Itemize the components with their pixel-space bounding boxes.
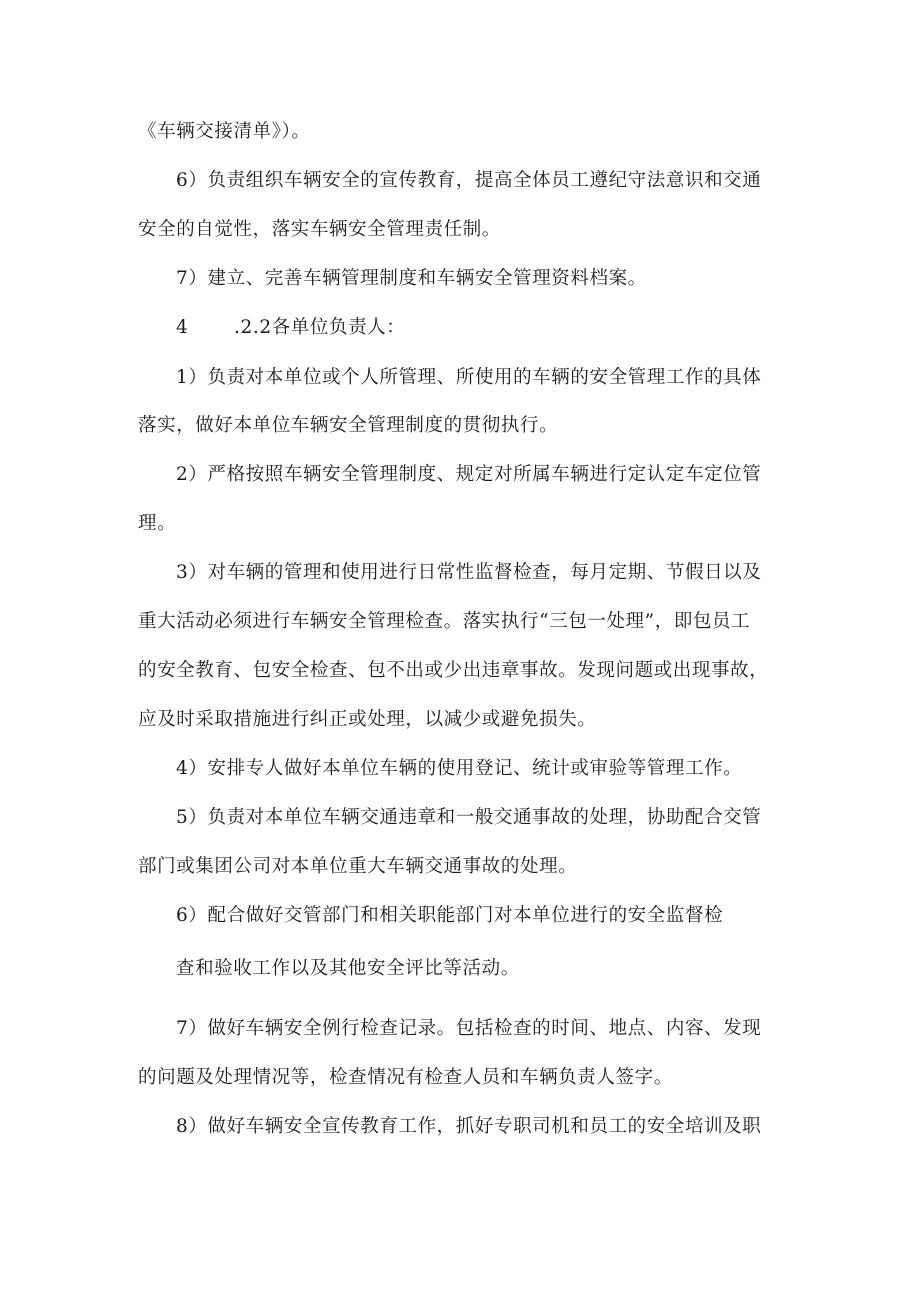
text-line: 的问题及处理情况等，检查情况有检查人员和车辆负责人签字。 xyxy=(138,1067,673,1088)
text-line: 理。 xyxy=(138,513,177,534)
text-line: 4）安排专人做好本单位车辆的使用登记、统计或审验等管理工作。 xyxy=(176,758,743,779)
text-line: 6）配合做好交管部门和相关职能部门对本单位进行的安全监督检 xyxy=(176,905,724,926)
text-line: 5）负责对本单位车辆交通违章和一般交通事故的处理，协助配合交管 xyxy=(176,807,762,828)
text-line: 6）负责组织车辆安全的宣传教育，提高全体员工遵纪守法意识和交通 xyxy=(176,170,762,191)
text-line: 的安全教育、包安全检查、包不出或少出违章事故。发现问题或出现事故， xyxy=(138,660,769,681)
text-line: 安全的自觉性，落实车辆安全管理责任制。 xyxy=(138,219,501,240)
text-line: 《车辆交接清单》）。 xyxy=(138,121,311,142)
section-number: 4 xyxy=(176,317,189,338)
text-line: 7）建立、完善车辆管理制度和车辆安全管理资料档案。 xyxy=(176,268,647,289)
text-line: 8）做好车辆安全宣传教育工作，抓好专职司机和员工的安全培训及职 xyxy=(176,1116,762,1137)
text-line: 3）对车辆的管理和使用进行日常性监督检查，每月定期、节假日以及 xyxy=(176,562,762,583)
section-title: .2.2各单位负责人： xyxy=(234,317,406,338)
section-heading xyxy=(176,316,405,340)
text-line: 部门或集团公司对本单位重大车辆交通事故的处理。 xyxy=(138,856,578,877)
text-line: 查和验收工作以及其他安全评比等活动。 xyxy=(176,958,520,979)
text-line: 落实，做好本单位车辆安全管理制度的贯彻执行。 xyxy=(138,415,559,436)
text-line: 应及时采取措施进行纠正或处理，以减少或避免损失。 xyxy=(138,709,597,730)
text-line: 1）负责对本单位或个人所管理、所使用的车辆的安全管理工作的具体 xyxy=(176,367,762,388)
text-line: 2）严格按照车辆安全管理制度、规定对所属车辆进行定认定车定位管 xyxy=(176,464,762,485)
text-line: 重大活动必须进行车辆安全管理检查。落实执行“三包一处理”，即包员工 xyxy=(138,611,751,632)
text-line: 7）做好车辆安全例行检查记录。包括检查的时间、地点、内容、发现 xyxy=(176,1018,762,1039)
